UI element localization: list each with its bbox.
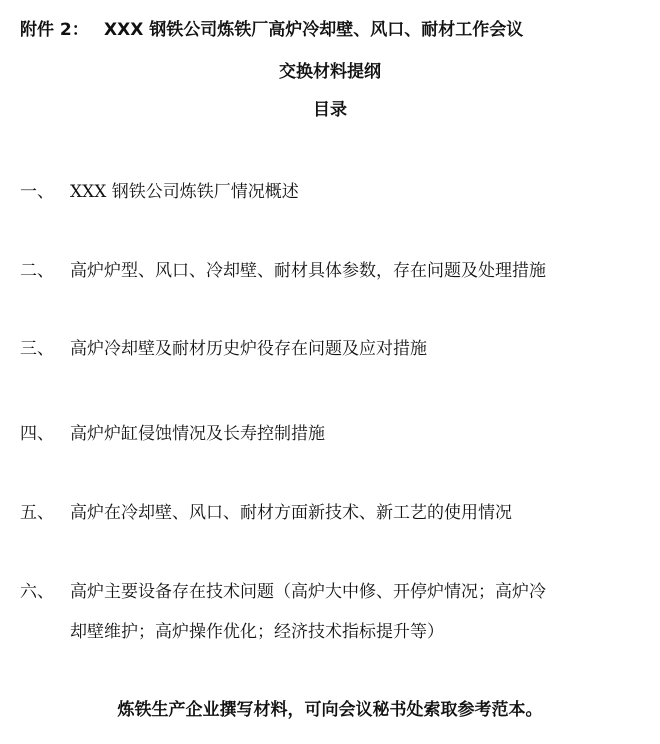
attachment-label: 附件 2： (20, 20, 89, 40)
footer-note: 炼铁生产企业撰写材料，可向会议秘书处索取参考范本。 (117, 700, 543, 720)
toc-item-number: 一、 (20, 182, 54, 202)
toc-item-text: XXX 钢铁公司炼铁厂情况概述 (70, 182, 299, 202)
toc-item-text: 高炉主要设备存在技术问题（高炉大中修、开停炉情况；高炉冷 (70, 582, 546, 602)
toc-item-text: 高炉炉缸侵蚀情况及长寿控制措施 (70, 424, 325, 444)
toc-item-number: 五、 (20, 503, 54, 523)
toc-item-text-continuation: 却壁维护；高炉操作优化；经济技术指标提升等） (70, 622, 444, 642)
toc-heading: 目录 (313, 100, 347, 120)
toc-item-number: 三、 (20, 339, 54, 359)
toc-item-number: 六、 (20, 582, 54, 602)
toc-item-text: 高炉在冷却壁、风口、耐材方面新技术、新工艺的使用情况 (70, 503, 512, 523)
document-subtitle: 交换材料提纲 (279, 62, 381, 82)
toc-item-number: 二、 (20, 261, 54, 281)
toc-item-number: 四、 (20, 424, 54, 444)
toc-item-text: 高炉炉型、风口、冷却壁、耐材具体参数，存在问题及处理措施 (70, 261, 546, 281)
document-title: XXX 钢铁公司炼铁厂高炉冷却壁、风口、耐材工作会议 (104, 20, 524, 40)
toc-item-text: 高炉冷却壁及耐材历史炉役存在问题及应对措施 (70, 339, 427, 359)
